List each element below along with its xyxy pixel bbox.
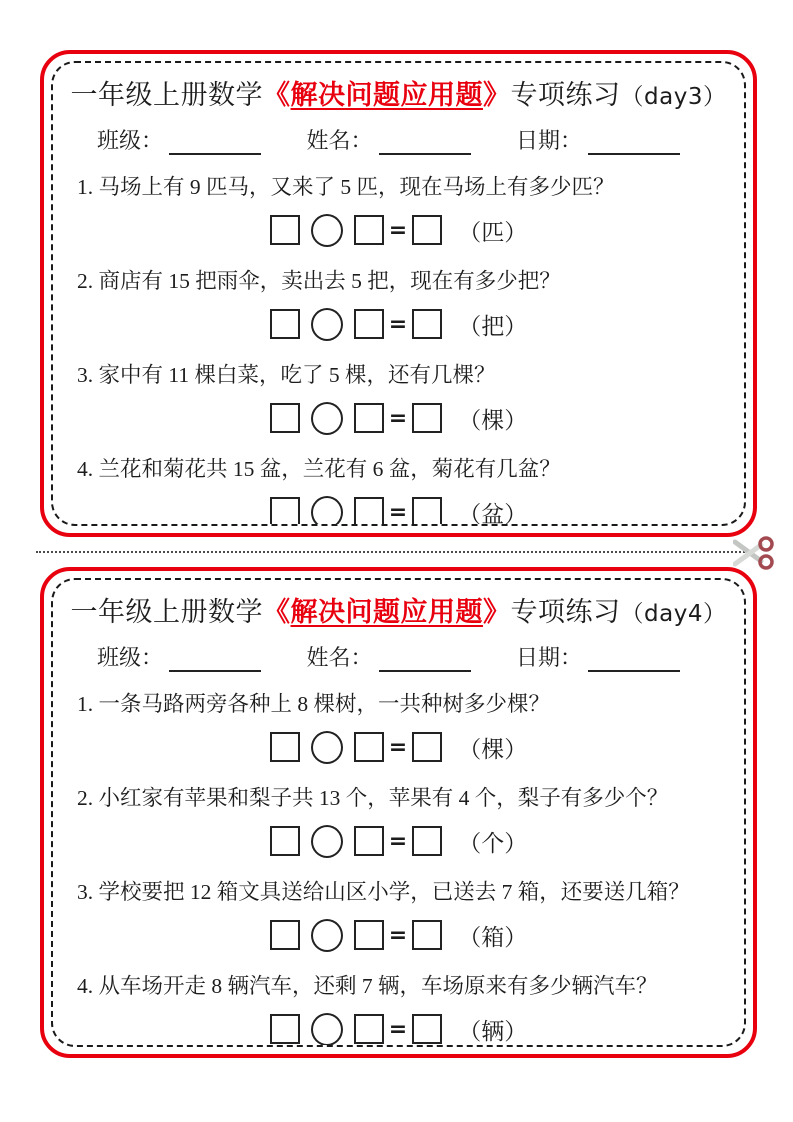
title-day-label: （day4）: [620, 601, 727, 627]
equals-sign: =: [388, 922, 408, 948]
problem-text: 马场上有 9 匹马，又来了 5 匹，现在马场上有多少匹？: [98, 175, 615, 199]
result-box: [412, 215, 442, 245]
result-box: [412, 732, 442, 762]
problem-number: 4.: [77, 457, 94, 481]
unit-label: （箱）: [458, 924, 528, 950]
operand-box: [270, 403, 300, 433]
problem-number: 3.: [77, 363, 94, 387]
card-title: [67, 590, 730, 629]
answer-equation: [67, 211, 730, 249]
scissors-icon: [733, 535, 779, 571]
operator-circle: [311, 402, 343, 435]
problem-item: [77, 781, 730, 812]
class-blank-line: [169, 133, 261, 155]
operand-box: [354, 403, 384, 433]
card-title: [67, 73, 730, 112]
answer-equation: [67, 493, 730, 526]
problem-number: 1.: [77, 692, 94, 716]
unit-label: （棵）: [458, 736, 528, 762]
answer-equation: [67, 1010, 730, 1047]
problem-text: 家中有 11 棵白菜，吃了 5 棵，还有几棵？: [98, 363, 496, 387]
result-box: [412, 1014, 442, 1044]
title-bracket-open: 《: [263, 597, 291, 627]
name-label: 姓名：: [306, 645, 373, 670]
problem-item: [77, 264, 730, 295]
equals-sign: =: [388, 311, 408, 337]
title-bracket-open: 《: [263, 80, 291, 110]
result-box: [412, 826, 442, 856]
operand-box: [270, 309, 300, 339]
problem-number: 2.: [77, 786, 94, 810]
title-prefix: 一年级上册数学: [70, 597, 264, 627]
title-prefix: 一年级上册数学: [70, 80, 264, 110]
result-box: [412, 920, 442, 950]
operand-box: [354, 309, 384, 339]
operand-box: [354, 215, 384, 245]
unit-label: （盆）: [458, 501, 528, 526]
problem-item: [77, 452, 730, 483]
operand-box: [354, 732, 384, 762]
equals-sign: =: [388, 499, 408, 525]
operator-circle: [311, 731, 343, 764]
operand-box: [354, 1014, 384, 1044]
problem-text: 从车场开走 8 辆汽车，还剩 7 辆，车场原来有多少辆汽车？: [98, 974, 658, 998]
answer-equation: [67, 399, 730, 437]
card-inner-dashed-border: [51, 578, 746, 1047]
operator-circle: [311, 1013, 343, 1046]
problem-text: 一条马路两旁各种上 8 棵树，一共种树多少棵？: [98, 692, 551, 716]
worksheet-card-day3: [40, 50, 757, 537]
title-suffix: 专项练习: [510, 80, 621, 110]
operator-circle: [311, 214, 343, 247]
unit-label: （把）: [458, 313, 528, 339]
result-box: [412, 309, 442, 339]
problem-number: 2.: [77, 269, 94, 293]
name-label: 姓名：: [306, 128, 373, 153]
problem-item: [77, 875, 730, 906]
operand-box: [354, 920, 384, 950]
class-label: 班级：: [97, 128, 164, 153]
cut-line-row: [0, 538, 793, 566]
equals-sign: =: [388, 217, 408, 243]
answer-equation: [67, 822, 730, 860]
unit-label: （棵）: [458, 407, 528, 433]
equals-sign: =: [388, 734, 408, 760]
title-bracket-close: 》: [483, 80, 511, 110]
operator-circle: [311, 825, 343, 858]
problem-item: [77, 969, 730, 1000]
title-highlight: 解决问题应用题: [290, 80, 484, 110]
header-fields-row: [97, 641, 680, 672]
operand-box: [270, 826, 300, 856]
name-blank-line: [379, 650, 471, 672]
problem-text: 学校要把 12 箱文具送给山区小学，已送去 7 箱，还要送几箱？: [98, 880, 690, 904]
problem-item: [77, 170, 730, 201]
cut-dotted-line: [36, 551, 748, 553]
date-blank-line: [588, 650, 680, 672]
answer-equation: [67, 305, 730, 343]
class-label: 班级：: [97, 645, 164, 670]
problem-item: [77, 358, 730, 389]
card-inner-dashed-border: [51, 61, 746, 526]
problem-text: 商店有 15 把雨伞，卖出去 5 把，现在有多少把？: [98, 269, 561, 293]
operand-box: [270, 215, 300, 245]
operand-box: [270, 920, 300, 950]
result-box: [412, 403, 442, 433]
operand-box: [270, 732, 300, 762]
answer-equation: [67, 728, 730, 766]
operator-circle: [311, 496, 343, 527]
operand-box: [270, 497, 300, 526]
equals-sign: =: [388, 405, 408, 431]
answer-equation: [67, 916, 730, 954]
problem-text: 兰花和菊花共 15 盆，兰花有 6 盆，菊花有几盆？: [98, 457, 561, 481]
equals-sign: =: [388, 828, 408, 854]
unit-label: （匹）: [458, 219, 528, 245]
problem-number: 3.: [77, 880, 94, 904]
problem-text: 小红家有苹果和梨子共 13 个，苹果有 4 个，梨子有多少个？: [98, 786, 669, 810]
title-bracket-close: 》: [483, 597, 511, 627]
unit-label: （辆）: [458, 1018, 528, 1044]
result-box: [412, 497, 442, 526]
date-label: 日期：: [515, 645, 582, 670]
equals-sign: =: [388, 1016, 408, 1042]
title-suffix: 专项练习: [510, 597, 621, 627]
header-fields-row: [97, 124, 680, 155]
date-blank-line: [588, 133, 680, 155]
title-day-label: （day3）: [620, 84, 727, 110]
unit-label: （个）: [458, 830, 528, 856]
operator-circle: [311, 308, 343, 341]
date-label: 日期：: [515, 128, 582, 153]
operand-box: [354, 497, 384, 526]
operator-circle: [311, 919, 343, 952]
problem-number: 1.: [77, 175, 94, 199]
title-highlight: 解决问题应用题: [290, 597, 484, 627]
operand-box: [270, 1014, 300, 1044]
problem-number: 4.: [77, 974, 94, 998]
class-blank-line: [169, 650, 261, 672]
worksheet-card-day4: [40, 567, 757, 1058]
problem-item: [77, 687, 730, 718]
operand-box: [354, 826, 384, 856]
name-blank-line: [379, 133, 471, 155]
